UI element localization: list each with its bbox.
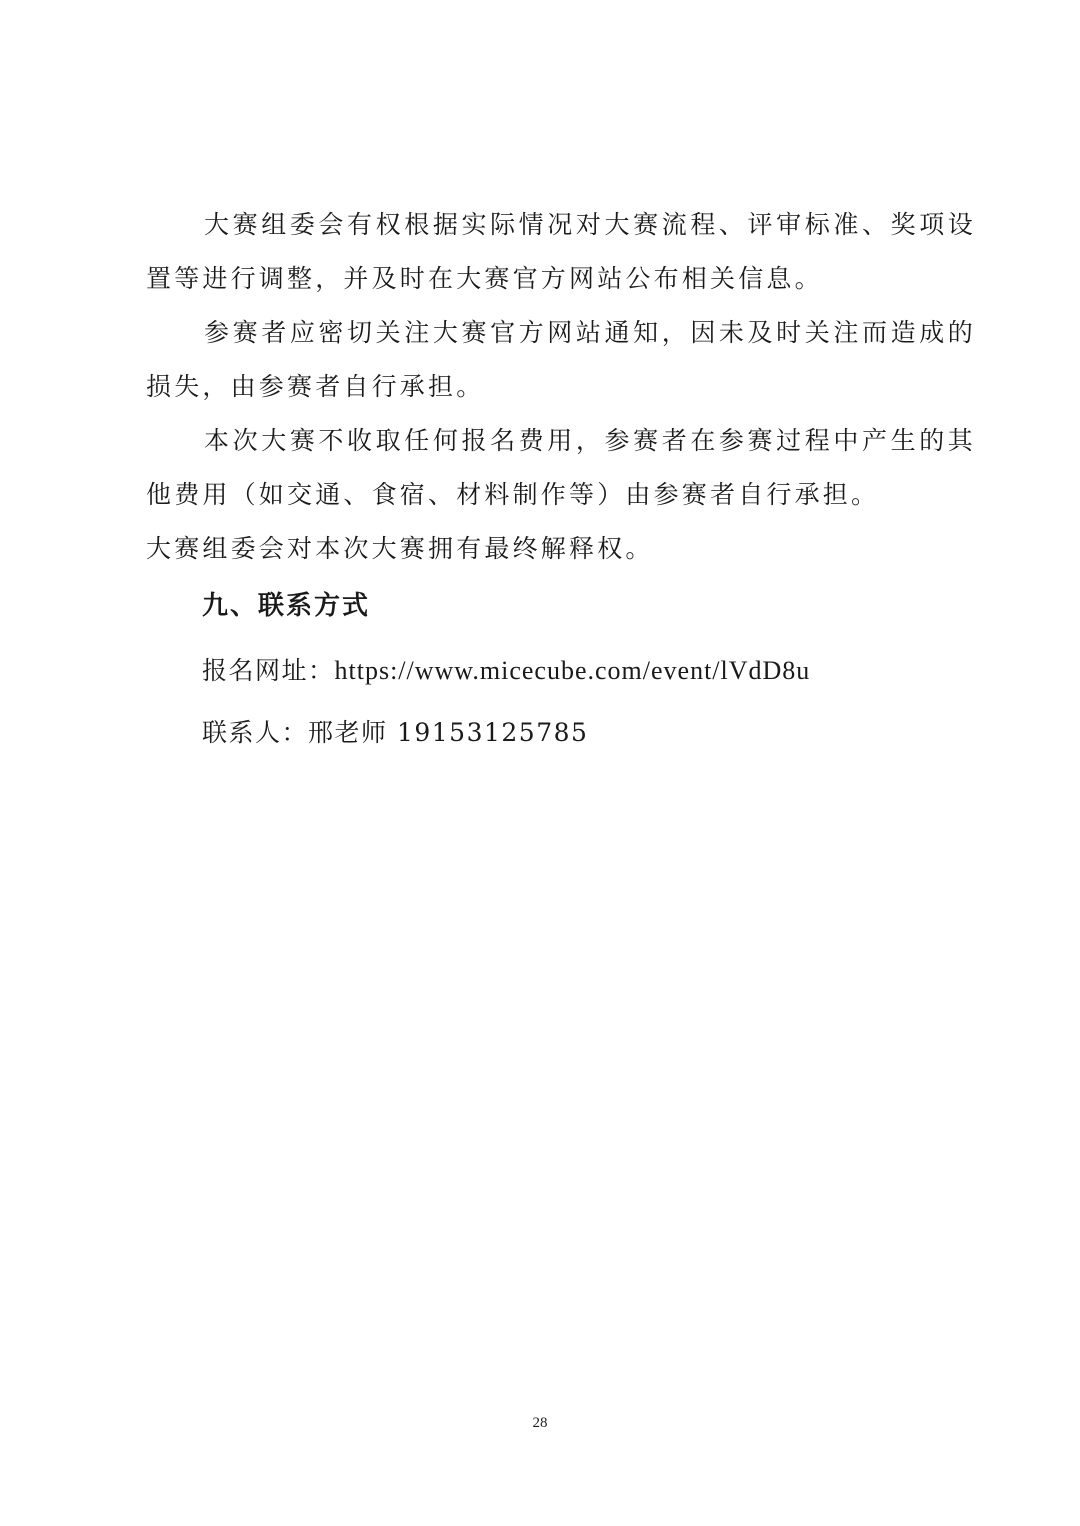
contact-person-line [202,711,588,755]
paragraph-follow-notices: 参赛者应密切关注大赛官方网站通知，因未及时关注而造成的损失，由参赛者自行承担。 [146,318,976,401]
page-number: 28 [532,1415,548,1431]
paragraph-fees: 本次大赛不收取任何报名费用，参赛者在参赛过程中产生的其他费用（如交通、食宿、材料制作等）由参赛者自行承担。 [146,426,976,509]
registration-url-link[interactable]: https://www.micecube.com/event/lVdD8u [334,656,811,685]
contact-person-label: 联系人： [202,718,309,747]
registration-url-line [202,649,810,693]
paragraph-interpretation-rights: 大赛组委会对本次大赛拥有最终解释权。 [146,534,654,563]
paragraph-adjustment-rights: 大赛组委会有权根据实际情况对大赛流程、评审标准、奖项设置等进行调整，并及时在大赛官方网站公布相关信息。 [146,210,976,293]
registration-url-label: 报名网址： [202,656,335,685]
section-heading-contact: 九、联系方式 [202,591,371,621]
contact-person-value: 邢老师 19153125785 [308,718,589,747]
